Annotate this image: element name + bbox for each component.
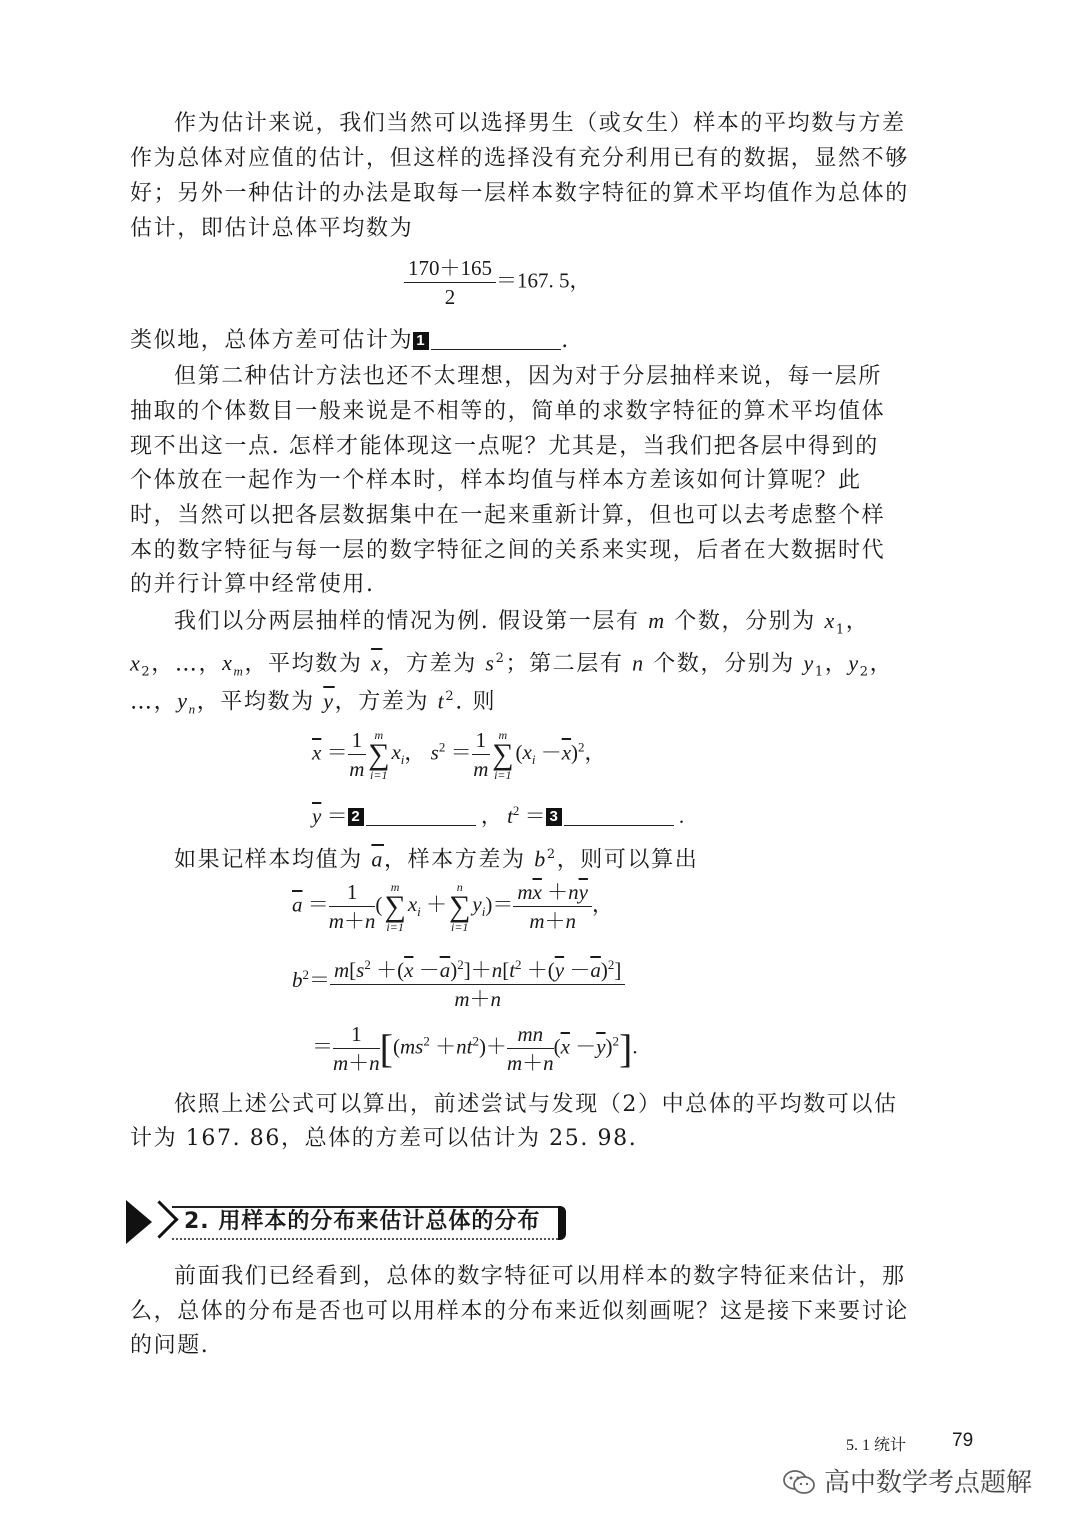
- para4-text-g: ，平均数为: [196, 689, 315, 715]
- para3-line2: 抽取的个体数目一般来说是不相等的，简单的求数字特征的算术平均值体: [130, 399, 886, 424]
- section-endcap: [558, 1206, 566, 1240]
- para3-line3: 现不出这一点. 怎样才能体现这一点呢？尤其是，当我们把各层中得到的: [130, 434, 879, 459]
- section-title: 2. 用样本的分布来估计总体的分布: [184, 1209, 541, 1234]
- para1-line3: 好；另外一种估计的办法是取每一层样本数字特征的算术平均值作为总体的: [130, 181, 909, 206]
- formula-abar: $\overline{a}$ ＝ $\frac{1}{m+n}$ ( m ∑ i=1 $x_i$ ＋ n ∑ i=1 $y_i)=$ $\frac{m\overline{x} +n\overline{y}}{m+n}$ ，: [292, 879, 613, 934]
- watermark-text: 高中数学考点题解: [824, 1468, 1033, 1498]
- para3-line4: 个体放在一起作为一个样本时，样本均值与样本方差该如何计算呢？此: [130, 468, 862, 493]
- blank-2-marker: 2: [348, 808, 364, 826]
- watermark: [782, 1462, 1032, 1499]
- para2: 类似地，总体方差可估计为 1 .: [130, 328, 570, 353]
- blank-1-marker: 1: [413, 332, 429, 350]
- formula-b2-line2: ＝ $\frac{1}{m+n}$ [$(ms^2 +nt^2)+$ $\frac{mn}{m+n}$ $(\overline{x} -\overline{y})^2$].: [312, 1022, 638, 1075]
- section-heading: [126, 1200, 566, 1244]
- para7-text-c: ，则可以算出: [556, 847, 699, 873]
- para4-text-a: 我们以分两层抽样的情况为例. 假设第一层有: [174, 609, 640, 634]
- para4-text-i: . 则: [455, 689, 497, 715]
- para3-line5: 时，当然可以把各层数据集中在一起来重新计算，但也可以去考虑整个样: [130, 503, 886, 528]
- para7: 如果记样本均值为 $\overline{a}$，样本方差为 $b^2$，则可以算出: [174, 846, 699, 873]
- para4-line2: $x_2$，…，$x_m$，平均数为 $\overline{x}$，方差为 $s^2$；第二层有 n 个数，分别为 $y_1$，$y_2$，: [130, 650, 894, 680]
- para9-line1: 前面我们已经看到，总体的数字特征可以用样本的数字特征来估计，那: [174, 1264, 906, 1289]
- blank-1[interactable]: [431, 349, 561, 350]
- blank-3[interactable]: [564, 825, 674, 826]
- para8-line1: 依照上述公式可以算出，前述尝试与发现（2）中总体的平均数可以估: [174, 1092, 898, 1117]
- eq1-denominator: 2: [444, 285, 456, 309]
- blank-2[interactable]: [366, 825, 476, 826]
- wechat-icon: [782, 1469, 816, 1495]
- footer-section-label: 5. 1 统计: [846, 1437, 907, 1454]
- para9-line3: 的问题.: [130, 1333, 210, 1358]
- para4-text-c: ，平均数为: [244, 651, 363, 677]
- eq1-result: ＝167. 5，: [496, 268, 591, 293]
- para4-text-h: ，方差为: [334, 689, 430, 715]
- para7-text-b: ，样本方差为: [384, 847, 526, 873]
- para4-text-d: ，方差为: [382, 651, 477, 677]
- para4-line3: …，$y_n$，平均数为 $\overline{y}$，方差为 $t^2$. 则: [130, 688, 497, 717]
- para8-line2: 计为 167. 86，总体的方差可以估计为 25. 98.: [130, 1126, 638, 1151]
- page-number: 79: [952, 1430, 974, 1451]
- formula-b2-line1: $b^2=$ $\frac{m[s^2 +(\overline{x} -\overline{a})^2]+n[t^2 +(\overline{y} -\overline{a})^2]}{m+n}$: [292, 953, 625, 1011]
- para3-line1: 但第二种估计方法也还不太理想，因为对于分层抽样来说，每一层所: [174, 364, 883, 389]
- para1-line2: 作为总体对应值的估计，但这样的选择没有充分利用已有的数据，显然不够: [130, 146, 909, 171]
- equation-mean-estimate: [404, 256, 591, 309]
- para4-text-f: 个数，分别为: [653, 651, 795, 677]
- para2-text: 类似地，总体方差可估计为: [130, 328, 414, 353]
- para7-text-a: 如果记样本均值为: [174, 847, 363, 873]
- eq1-numerator: 170＋165: [404, 256, 496, 283]
- para4-text-e: ；第二层有: [505, 651, 624, 677]
- para4-line1: 我们以分两层抽样的情况为例. 假设第一层有 m 个数，分别为 $x_1$，: [174, 608, 870, 638]
- formula-ybar-t2: $\overline{y} = 2$ ， $t^2 = 3$ .: [312, 803, 685, 828]
- para1-line1: 作为估计来说，我们当然可以选择男生（或女生）样本的平均数与方差: [174, 111, 906, 136]
- para3-line7: 的并行计算中经常使用.: [130, 572, 375, 597]
- formula-xbar-s2: $\overline{x}$ ＝ $\frac{1}{m}$ m ∑ i=1 $x_i$， $s^2$ ＝ $\frac{1}{m}$ m ∑ i=1 $(x_i -\overline{x})^2$，: [312, 727, 606, 782]
- para3-line6: 本的数字特征与每一层的数字特征之间的关系来实现，后者在大数据时代: [130, 538, 886, 563]
- para9-line2: 么，总体的分布是否也可以用样本的分布来近似刻画呢？这是接下来要讨论: [130, 1299, 909, 1324]
- para4-text-b: 个数，分别为: [674, 609, 816, 634]
- para1-line4: 估计，即估计总体平均数为: [130, 216, 414, 241]
- blank-3-marker: 3: [546, 808, 562, 826]
